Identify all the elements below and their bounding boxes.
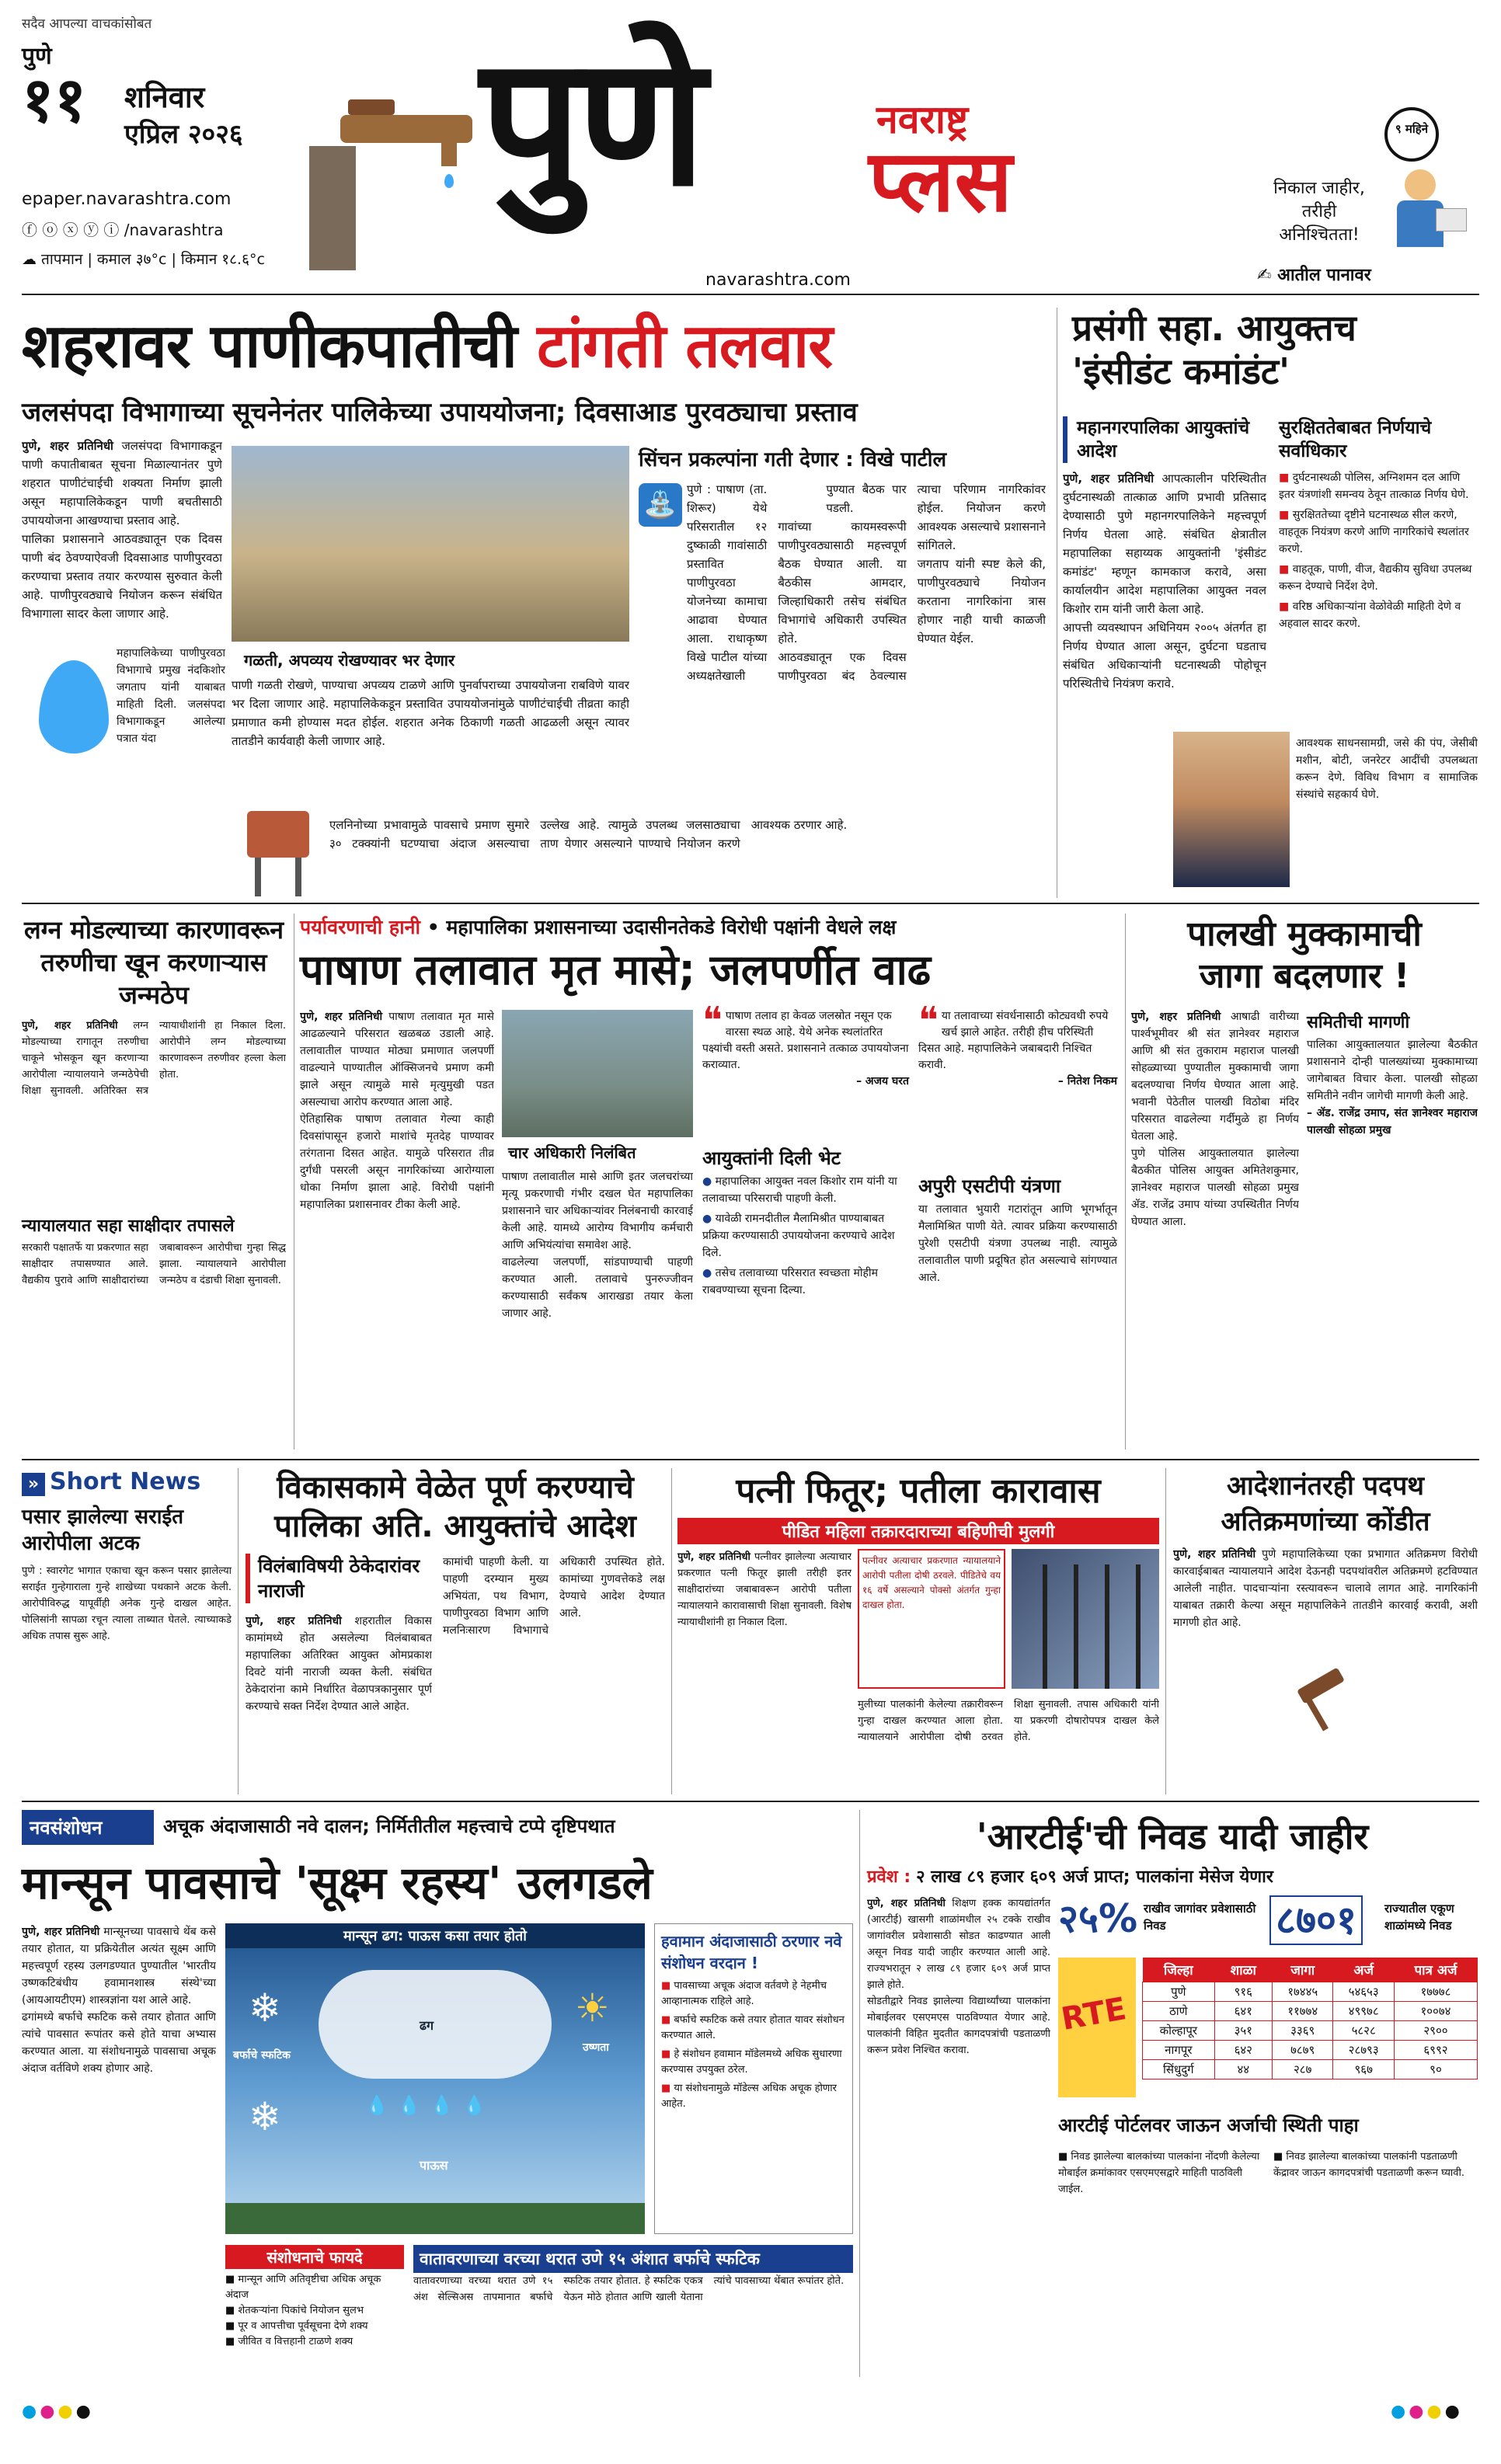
table-cell: ४९९७८ (1333, 2002, 1394, 2021)
rte-subhead (867, 1864, 1478, 1888)
table-cell: पुणे (1143, 1982, 1215, 2002)
masthead-rule (22, 294, 1479, 295)
env-quote-1-text: पाषाण तलाव हा केवळ जलस्रोत नसून एक वारसा स्थळ आहे. येथे अनेक स्थलांतरित पक्ष्यांची वस्ती असते. प्रशासनाने तत्काळ उपाययोजना कराव्यात. (702, 1010, 909, 1071)
sun-icon: ☀ (575, 1985, 610, 2031)
dev-body (246, 1613, 432, 1807)
rte-text-1: शिक्षण हक्क कायद्यांतर्गत (आरटीई) खासगी शाळांमधील २५ टक्के राखीव जागांवरील प्रवेशासाठी सोडत काढण्यात आली असून निवड यादी जाहीर करण्यात आली आहे. राज्यभरातून २ लाख ८९ हजार ६०९ अर्ज प्राप्त झाले होते. (867, 1898, 1050, 1991)
rte-table (1142, 1958, 1478, 2079)
date-weekday: शनिवार (124, 80, 205, 114)
short-news (22, 1468, 232, 1810)
rte-table-header (1143, 1958, 1478, 1982)
env-body (300, 1008, 494, 1451)
court-body (677, 1549, 851, 1805)
rte-table-header-cell: शाळा (1214, 1958, 1272, 1982)
lead-text-1: जलसंपदा विभागाकडून पाणी कपातीबाबत सूचना मिळाल्यानंतर पुणे शहरात पाणीटंचाईची शक्यता निर्माण झाली असून महापालिकेकडून पाणी बचतीसाठी उपाययोजना आखण्याचा प्रस्ताव आहे. (22, 439, 222, 527)
forecast-box-head: हवामान अंदाजासाठी ठरणार नवे संशोधन वरदान ! (661, 1932, 842, 1972)
diagram-label: पाऊस (420, 2158, 448, 2173)
rte-portal-item: ■ निवड झालेल्या बालकांच्या पालकांनी पडताळणी केंद्रावर जाऊन कागदपत्रांची पडताळणी करून घ्यावी. (1273, 2149, 1478, 2181)
env-quote-1 (702, 999, 909, 1088)
table-cell: ११७७४ (1272, 2002, 1332, 2021)
snowflake-icon: ❄ (249, 2094, 281, 2139)
cartoon-text (1257, 177, 1381, 247)
commissioner-text-3: आवश्यक साधनसामग्री, जसे की पंप, जेसीबी मशीन, बोटी, जनरेटर आदींची उपलब्धता करून देणे. विविध विभाग व सामाजिक संस्थांचे सहकार्य घेणे. (1296, 737, 1478, 801)
table-cell: ६४२ (1214, 2041, 1272, 2060)
section-rule (22, 1459, 1479, 1460)
cartoon-line-2: तरीही (1301, 202, 1337, 221)
table-cell: १७४४५ (1272, 1982, 1332, 2002)
lead-subhead: जलसंपदा विभागाच्या सूचनेनंतर पालिकेच्या उपाययोजना; दिवसाआड पुरवठ्याचा प्रस्ताव (22, 397, 858, 428)
cartoon-badge-icon: ९ महिने (1384, 107, 1439, 162)
diagram-label: उष्णता (583, 2041, 609, 2054)
table-row (1143, 2021, 1478, 2041)
registration-marks: ●●●● (1391, 2402, 1463, 2421)
rte-stats (1058, 1895, 1478, 1950)
quote-mark-icon: ❝ (702, 999, 723, 1042)
table-cell: ठाणे (1143, 2002, 1215, 2021)
research-headline: मान्सून पावसाचे 'सूक्ष्म रहस्य' उलगडले (22, 1857, 653, 1909)
research-dateline: पुणे, शहर प्रतिनिधी (22, 1926, 100, 1938)
env-text-1: पाषाण तलावात मृत मासे आढळल्याने परिसरात खळबळ उडाली आहे. तलावातील पाण्यात मोठ्या प्रमाणात जलपर्णी वाढल्याने पाण्यातील ऑक्सिजनचे प्रमाण कमी झाले असून त्यामुळे मासे मृत्युमुखी पडत असल्याचा आरोप करण्यात आला आहे. (300, 1011, 494, 1108)
dev-text-2: कामांची पाहणी केली. या पाहणी दरम्यान मुख्य अभियंता, पथ विभाग, पाणीपुरवठा विभाग आणि मलनिःसारण विभागाचे अधिकारी उपस्थित होते. कामांच्या गुणवत्तेकडे लक्ष देण्याचे आदेश देण्यात आले. (443, 1556, 665, 1637)
rte-portal-head: आरटीई पोर्टलवर जाऊन अर्जाची स्थिती पाहा (1058, 2114, 1359, 2136)
benefits-box (225, 2245, 404, 2377)
date-month: एप्रिल २०२६ (124, 119, 243, 150)
rte-body (867, 1895, 1050, 2377)
dev-subhead: विलंबाविषयी ठेकेदारांवर नाराजी (246, 1554, 432, 1603)
palkhi-dateline: पुणे, शहर प्रतिनिधी (1131, 1011, 1221, 1023)
commissioner-text-1: आपत्कालीन परिस्थितीत दुर्घटनास्थळी तात्काळ आणि प्रभावी प्रतिसाद देण्यासाठी पुणे महानगरपालिकेने महत्त्वपूर्ण निर्णय घेतला आहे. संबंधित क्षेत्रातील महापालिका सहाय्यक आयुक्तांनी 'इंसीडंट कमांडंट' म्हणून कामकाज करावे, असा कार्यालयीन आदेश महापालिका आयुक्त नवल किशोर राम यांनी जारी केला आहे. (1063, 472, 1266, 616)
commissioner-bullet: ■ दुर्घटनास्थळी पोलिस, अग्निशमन दल आणि इतर यंत्रणांशी समन्वय ठेवून तात्काळ निर्णय घेणे. (1279, 469, 1478, 503)
encroach-headline-2: अतिक्रमणांच्या कोंडीत (1221, 1506, 1430, 1537)
env-photo (502, 1010, 693, 1137)
col-divider (1165, 1468, 1166, 1794)
weather-label: तापमान (41, 251, 83, 268)
lead-headline-black: शहरावर पाणीकपातीची (22, 311, 517, 381)
env-text-4: वाढलेल्या जलपर्णी, सांडपाण्याची पाहणी करण्यात आली. तलावाचे पुनरुज्जीवन करण्यासाठी सर्वंकष आराखडा तयार केला जाणार आहे. (502, 1256, 693, 1320)
palkhi-headline (1131, 914, 1478, 997)
cloud-shape (319, 1970, 552, 2079)
table-row (1143, 2002, 1478, 2021)
lead-text-1b: पालिका प्रशासनाने आठवड्यातून एक दिवस पाणी बंद ठेवण्याऐवजी दिवसाआड पाणीपुरवठा करण्याचा प्रस्ताव तयार करण्यास सुरुवात केली आहे. पाणीपुरवठ्याचे नियोजन करून संबंधित विभागाला सादर केला जाणार आहे. (22, 532, 222, 621)
env-text-3: पाषाण तलावातील मासे आणि इतर जलचरांच्या मृत्यू प्रकरणाची गंभीर दखल घेत महापालिका प्रशासनाने चार अधिकाऱ्यांवर निलंबनाची कारवाई केली आहे. यामध्ये आरोग्य विभागीय कर्मचारी आणि अभियंत्यांचा समावेश आहे. (502, 1171, 693, 1251)
palkhi-side-text: पालिका आयुक्तालयात झालेल्या बैठकीत प्रशासनाने दोन्ही पालख्यांच्या मुक्कामाच्या जागेबाबत विचार केला. पालखी सोहळा समितीने नवीन जागेची मागणी केली आहे. (1307, 1039, 1478, 1102)
rte-stat-2-num: ८७०१ (1269, 1895, 1363, 1945)
quote-mark-icon: ❝ (918, 999, 939, 1042)
commissioner-dateline: पुणे, शहर प्रतिनिधी (1063, 472, 1154, 485)
commissioner-portrait (1173, 732, 1290, 887)
env-text-2: ऐतिहासिक पाषाण तलावात गेल्या काही दिवसांपासून हजारो माशांचे मृतदेह पाण्यावर तरंगताना दिसत आहेत. यामुळे परिसरात तीव्र दुर्गंधी पसरली असून नागरिकांच्या आरोग्याला धोका निर्माण झाला आहे. विरोधी पक्षांनी महापालिका प्रशासनावर टीका केली आहे. (300, 1113, 494, 1211)
diagram-label: बर्फाचे स्फटिक (233, 2049, 291, 2062)
short-news-head: पसार झालेल्या सराईत आरोपीला अटक (22, 1505, 184, 1555)
forecast-box-item: ■ हे संशोधन हवामान मॉडेलमध्ये अधिक सुधारणा करण्यास उपयुक्त ठरेल. (661, 2047, 846, 2078)
commissioner-bullet: ■ वरिष्ठ अधिकाऱ्यांना वेळोवेळी माहिती देणे व अहवाल सादर करणे. (1279, 598, 1478, 632)
encroach-headline-1: आदेशानंतरही पदपथ (1227, 1470, 1424, 1502)
env-stp-head: अपुरी एसटीपी यंत्रणा (918, 1175, 1061, 1197)
dev-dateline: पुणे, शहर प्रतिनिधी (246, 1615, 342, 1627)
lead-text-1c: महापालिकेच्या पाणीपुरवठा विभागाचे प्रमुख नंदकिशोर जगताप यांनी याबाबत माहिती दिली. जलसंपदा विभागाकडून आलेल्या पत्रात यंदा (117, 647, 225, 745)
registration-marks: ●●●● (22, 2402, 94, 2421)
commissioner-bullets (1279, 469, 1478, 632)
rain-drops: 💧💧💧💧 (365, 2094, 496, 2116)
crime-text-2: सरकारी पक्षातर्फे या प्रकरणात सहा साक्षीदार तपासण्यात आले. वैद्यकीय पुरावे आणि साक्षीदारांच्या जबाबावरून आरोपीचा गुन्हा सिद्ध झाला. न्यायालयाने आरोपीला जन्मठेप व दंडाची शिक्षा सुनावली. (22, 1242, 286, 1286)
table-row (1143, 2041, 1478, 2060)
masthead-title: पुणे (480, 19, 702, 226)
irrigation-story (639, 444, 1046, 809)
forecast-box-item: ■ या संशोधनामुळे मॉडेल्स अधिक अचूक होणार आहेत. (661, 2081, 846, 2112)
forecast-box (654, 1923, 853, 2234)
table-cell: १७७७८ (1394, 1982, 1477, 2002)
palkhi-body (1131, 1008, 1299, 1451)
diagram-label: ढग (420, 2018, 434, 2033)
dev-body2 (443, 1554, 665, 1807)
lead-body2 (232, 676, 629, 808)
cartoonist: ✍ आतील पानावर (1257, 266, 1371, 285)
table-cell: ९० (1394, 2060, 1477, 2079)
col-divider (859, 1810, 860, 2377)
date-day: ११ (22, 64, 87, 136)
rte-logo (1058, 1958, 1136, 2097)
table-cell: २९०० (1394, 2021, 1477, 2041)
commissioner-body3 (1296, 735, 1478, 890)
rte-stat-1-num: २५% (1058, 1896, 1138, 1941)
lead-dateline: पुणे, शहर प्रतिनिधी (22, 439, 113, 453)
env-visit-bullet: ● यावेळी रामनदीतील मैलामिश्रीत पाण्याबाबत प्रक्रिया करण्यासाठी उपाययोजना करण्याचे आदेश दिले. (702, 1210, 909, 1262)
commissioner-headline (1072, 306, 1476, 393)
lead-photo-caption: गळती, अपव्यय रोखण्यावर भर देणार (244, 651, 455, 670)
table-cell: ३५१ (1214, 2021, 1272, 2041)
table-cell: ७८७९ (1272, 2041, 1332, 2060)
short-news-body: पुणे : स्वारगेट भागात एकाचा खून करून पसार झालेल्या सराईत गुन्हेगाराला गुन्हे शाखेच्या पथकाने अटक केली. आरोपीविरुद्ध यापूर्वीही अनेक गुन्हे दाखल आहेत. पोलिसांनी सापळा रचून त्याला ताब्यात घेतले. त्याच्याकडे अधिक तपास सुरू आहे. (22, 1565, 232, 1642)
rte-sub-text: २ लाख ८९ हजार ६०९ अर्ज प्राप्त; पालकांना मेसेज येणार (916, 1867, 1273, 1887)
table-cell: ६४१ (1214, 2002, 1272, 2021)
env-kicker-tail: • महापालिका प्रशासनाच्या उदासीनतेकडे विरोधी पक्षांनी वेधले लक्ष (427, 916, 897, 938)
table-row (1143, 1982, 1478, 2002)
benefits-item: ■ शेतकऱ्यांना पिकांचे नियोजन सुलभ (225, 2303, 404, 2319)
env-quote-1-byline: – अजय घरत (856, 1075, 909, 1088)
court-photo (1012, 1549, 1159, 1689)
table-cell: सिंधुदुर्ग (1143, 2060, 1215, 2079)
lead-text-2: पाणी गळती रोखणे, पाण्याचा अपव्यय टाळणे आणि पुनर्वापराच्या उपाययोजना राबविणे यावर भर दिला जाणार आहे. महापालिकेकडून प्रस्तावित उपाययोजनांमुळे पाणीटंचाईची तीव्रता काही प्रमाणात कमी होण्यास मदत होईल. शहरात अनेक ठिकाणी गळती आढळली असून त्यावर तातडीने कार्यवाही केली जाणार आहे. (232, 678, 629, 748)
rte-table-header-cell: जिल्हा (1143, 1958, 1215, 1982)
ground-strip (225, 2203, 645, 2234)
court-headline: पत्नी फितूर; पतीला कारावास (736, 1471, 1101, 1511)
table-cell: २८७९३ (1333, 2041, 1394, 2060)
court-body2 (858, 1697, 1159, 1805)
env-quote-2-text: या तलावाच्या संवर्धनासाठी कोट्यवधी रुपये खर्च झाले आहेत. तरीही हीच परिस्थिती दिसत आहे. महापालिकेने जबाबदारी निश्चित करावी. (918, 1010, 1109, 1071)
table-cell: १००७४ (1394, 2002, 1477, 2021)
env-stp-body (918, 1201, 1117, 1434)
env-dateline: पुणे, शहर प्रतिनिधी (300, 1011, 383, 1023)
cartoon (1242, 107, 1479, 294)
lead-headline (22, 308, 1055, 385)
table-row (1143, 2060, 1478, 2079)
commissioner-text-2: आपत्ती व्यवस्थापन अधिनियम २००५ अंतर्गत हा निर्णय घेण्यात आला असून, दुर्घटना घडताच संबंधित अधिकाऱ्यांनी घटनास्थळी पोहोचून परिस्थितीचे नियंत्रण करावे. (1063, 621, 1266, 691)
rte-portal-items (1058, 2149, 1478, 2374)
palkhi-side-byline: – ॲड. राजेंद्र उमाप, संत ज्ञानेश्वर महाराज पालखी सोहळा प्रमुख (1307, 1107, 1478, 1136)
court-dateline: पुणे, शहर प्रतिनिधी (677, 1551, 750, 1563)
court-inset (858, 1549, 1005, 1689)
table-cell: ५८२८ (1333, 2021, 1394, 2041)
crime-dateline: पुणे, शहर प्रतिनिधी (22, 1020, 118, 1032)
lead-body3 (329, 816, 951, 901)
rte-table-header-cell: अर्ज (1333, 1958, 1394, 1982)
benefits-item: ■ मान्सून आणि अतिवृष्टीचा अधिक अचूक अंदाज (225, 2272, 404, 2303)
crime-text: लग्न मोडल्याच्या रागातून तरुणीचा चाकूने भोसकून खून करणाऱ्या आरोपीला न्यायालयाने जन्मठेपेची शिक्षा सुनावली. अतिरिक्त सत्र न्यायाधीशांनी हा निकाल दिला. आरोपीने लग्न मोडल्याच्या कारणावरून तरुणीवर हल्ला केला होता. (22, 1020, 286, 1097)
env-visit-bullets (702, 1173, 909, 1299)
rte-text-2: सोडतीद्वारे निवड झालेल्या विद्यार्थ्यांच्या पालकांना मोबाईलवर एसएमएस पाठविण्यात येणार आहे. पालकांनी विहित मुदतीत कागदपत्रांची पडताळणी करून प्रवेश निश्चित करावा. (867, 1996, 1050, 2056)
site-url[interactable]: navarashtra.com (705, 270, 851, 290)
crime-subhead: न्यायालयात सहा साक्षीदार तपासले (22, 1216, 235, 1236)
max-temp: कमाल ३७°c (96, 251, 167, 268)
cartoonist-icon: ✍ (1257, 266, 1278, 285)
env-quote-2 (918, 999, 1117, 1088)
edition-city: पुणे (22, 43, 52, 70)
diagram-title: मान्सून ढग: पाऊस कसा तयार होतो (225, 1923, 645, 1948)
lead-col1c (117, 645, 225, 800)
env-visit-bullet: ● तसेच तलावाच्या परिसरात स्वच्छता मोहीम राबवण्याच्या सूचना दिल्या. (702, 1265, 909, 1299)
dev-headline: विकासकामे वेळेत पूर्ण करण्याचे पालिका अति. आयुक्तांचे आदेश (274, 1470, 636, 1544)
irrigation-text-2: आठवड्यातून एक दिवस पाणीपुरवठा बंद ठेवल्यास त्याचा परिणाम नागरिकांवर होईल. नियोजन करणे आवश्यक असल्याचे प्रशासनाने सांगितले. (778, 482, 1046, 683)
palkhi-headline-1: पालखी मुक्कामाची (1187, 914, 1422, 954)
research-text-1: मान्सूनच्या पावसाचे थेंब कसे तयार होतात, या प्रक्रियेतील अत्यंत सूक्ष्म आणि महत्त्वपूर्ण रहस्य उलगडण्यात पुण्यातील 'भारतीय उष्णकटिबंधीय हवामानशास्त्र संस्थे'च्या (आयआयटीएम) शास्त्रज्ञांना यश आले आहे. (22, 1926, 216, 2006)
cartoon-line-1: निकाल जाहीर, (1273, 179, 1365, 198)
brand-plus: प्लस (869, 131, 1012, 231)
irrigation-text-1: पुणे : पाषाण (ता. शिरूर) येथे परिसरातील १२ दुष्काळी गावांसाठी प्रस्तावित पाणीपुरवठा योजनेच्या कामाचा आढावा घेण्यात आला. राधाकृष्ण विखे पाटील यांच्या अध्यक्षतेखाली पुण्यात बैठक पार पडली. (687, 482, 907, 683)
court-subhead: पीडित महिला तक्रारदाराच्या बहिणीची मुलगी (677, 1518, 1159, 1544)
commissioner-bullet: ■ वाहतूक, पाणी, वीज, वैद्यकीय सुविधा उपलब्ध करून देण्याचे निर्देश देणे. (1279, 561, 1478, 595)
irrigation-text-4: जगताप यांनी स्पष्ट केले की, पाणीपुरवठ्याचे नियोजन करताना नागरिकांना त्रास होणार नाही याची काळजी घेण्यात येईल. (917, 557, 1046, 646)
tagline: सदैव आपल्या वाचकांसोबत (22, 16, 152, 32)
epaper-link[interactable]: epaper.navarashtra.com (22, 190, 232, 209)
commissioner-headline-1: प्रसंगी सहा. आयुक्तच (1072, 307, 1356, 349)
commissioner-sub-left: महानगरपालिका आयुक्तांचे आदेश (1063, 416, 1257, 463)
palkhi-text-2: पुणे पोलिस आयुक्तालयात झालेल्या बैठकीत पोलिस आयुक्त अमितेशकुमार, ज्ञानेश्वर महाराज पालखी सोहळा प्रमुख ॲड. राजेंद्र उमाप यांच्या उपस्थितीत निर्णय घेण्यात आला. (1131, 1147, 1299, 1228)
encroach-text: पुणे महापालिकेच्या एका प्रभागात अतिक्रमण विरोधी कारवाईबाबत न्यायालयाने आदेश देऊनही पदपथांवरील अतिक्रमणे हटविण्यात आलेली नाहीत. पादचाऱ्यांना रस्त्यावरून चालावे लागत आहे. नागरिकांनी याबाबत तक्रारी केल्या असून महापालिकेने तातडीने कारवाई करावी, अशी मागणी होत आहे. (1173, 1548, 1478, 1629)
ice-body (413, 2273, 853, 2377)
col-divider (1125, 914, 1126, 1450)
commissioner-sub-right: सुरक्षिततेबाबत निर्णयाचे सर्वाधिकार (1279, 418, 1432, 461)
table-cell: ५४६५३ (1333, 1982, 1394, 2002)
env-kicker-label: पर्यावरणाची हानी (300, 916, 421, 938)
rte-table-header-cell: जागा (1272, 1958, 1332, 1982)
benefits-item: ■ पूर व आपत्तीचा पूर्वसूचना देणे शक्य (225, 2319, 404, 2334)
env-kicker (300, 914, 1116, 940)
crime-body (22, 1018, 286, 1204)
env-quote-2-byline: – नितेश निकम (1057, 1075, 1117, 1088)
court-inset-text: पत्नीवर अत्याचार प्रकरणात न्यायालयाने आरोपी पतीला दोषी ठरवले. पीडितेचे वय १६ वर्षे असल्याने पोक्सो अंतर्गत गुन्हा दाखल होता. (862, 1555, 1001, 1610)
weather-row: ☁ तापमान | कमाल ३७°c | किमान १८.६°c (22, 251, 265, 268)
col-divider (238, 1468, 239, 1794)
ice-head: वातावरणाच्या वरच्या थरात उणे १५ अंशात बर्फाचे स्फटिक (413, 2245, 853, 2273)
irrigation-text-3: गावांच्या कायमस्वरूपी पाणीपुरवठ्यासाठी महत्त्वपूर्ण बैठक घेण्यात आली. या बैठकीस आमदार, जिल्हाधिकारी तसेच संबंधित विभागांचे अधिकारी उपस्थित होते. (778, 520, 907, 646)
rte-stat-2-label: राज्यातील एकूण शाळांमध्ये निवड (1384, 1902, 1454, 1933)
research-label: नवसंशोधन (22, 1810, 154, 1845)
rte-logo-text: RTE (1058, 1991, 1129, 2038)
forecast-box-item: ■ बर्फाचे स्फटिक कसे तयार होतात यावर संशोधन करण्यात आले. (661, 2013, 846, 2044)
short-news-label: » Short News (22, 1468, 232, 1496)
encroach-body (1173, 1546, 1478, 1779)
monsoon-diagram (225, 1923, 645, 2234)
gavel-icon (1290, 1670, 1352, 1732)
table-cell: ९६७ (1333, 2060, 1394, 2079)
min-temp: किमान १८.६°c (180, 251, 265, 268)
social-handle[interactable]: /navarashtra (124, 221, 224, 239)
crime-body2 (22, 1240, 286, 1434)
crime-headline: लग्न मोडल्याच्या कारणावरून तरुणीचा खून करणाऱ्यास जन्मठेप (23, 915, 284, 1010)
benefits-head: संशोधनाचे फायदे (225, 2245, 404, 2269)
rte-headline: 'आरटीई'ची निवड यादी जाहीर (976, 1815, 1369, 1857)
research-body (22, 1923, 216, 2374)
lead-photo (232, 446, 629, 642)
env-stp-text: या तलावात भुयारी गटारांतून आणि भूगर्भातून मैलामिश्रित पाणी येते. त्यावर प्रक्रिया करण्यासाठी पुरेशी एसटीपी यंत्रणा उपलब्ध नाही. त्यामुळे तलावातील पाणी प्रदूषित होत असल्याचे सांगण्यात आले. (918, 1203, 1117, 1284)
court-text-1: पत्नीवर झालेल्या अत्याचार प्रकरणात पत्नी फितूर झाली तरीही इतर साक्षीदारांच्या जबाबावरून आरोपी पतीला न्यायालयाने कारावासाची शिक्षा सुनावली. विशेष न्यायाधीशांनी हा निकाल दिला. (677, 1551, 851, 1628)
env-body3 (502, 1168, 693, 1448)
table-cell: कोल्हापूर (1143, 2021, 1215, 2041)
table-cell: ६९९२ (1394, 2041, 1477, 2060)
social-row (22, 218, 223, 240)
section-rule (22, 1801, 1479, 1802)
forecast-box-item: ■ पावसाच्या अचूक अंदाज वर्तवणे हे नेहमीच आव्हानात्मक राहिले आहे. (661, 1979, 846, 2010)
env-photo-caption: चार अधिकारी निलंबित (508, 1143, 636, 1162)
table-cell: ९१६ (1214, 1982, 1272, 2002)
masthead (22, 14, 1479, 294)
irrigation-body (639, 480, 1046, 806)
env-visit-head: आयुक्तांनी दिली भेट (702, 1147, 841, 1169)
palkhi-headline-2: जागा बदलणार ! (1199, 956, 1410, 996)
table-cell: ३३६९ (1272, 2021, 1332, 2041)
dev-text-1: शहरातील विकास कामांमध्ये होत असलेल्या विलंबाबाबत महापालिका अतिरिक्त आयुक्त ओमप्रकाश दिवटे यांनी नाराजी व्यक्त केली. संबंधित ठेकेदारांना कामे निर्धारित वेळापत्रकानुसार पूर्ण करण्याचे सक्त निर्देश देण्यात आले आहेत. (246, 1615, 432, 1713)
weather-icon: ☁ (22, 251, 37, 268)
commissioner-bullet: ■ सुरक्षिततेच्या दृष्टीने घटनास्थळ सील करणे, वाहतूक नियंत्रण करणे आणि नागरिकांचे स्थलांतर करणे. (1279, 506, 1478, 558)
col-divider (671, 1468, 672, 1794)
rte-portal-item: ■ निवड झालेल्या बालकांच्या पालकांना नोंदणी केलेल्या मोबाईल क्रमांकावर एसएमएसद्वारे माहिती पाठविली जाईल. (1058, 2149, 1262, 2198)
palkhi-side-body (1307, 1036, 1478, 1448)
lead-headline-red: टांगती तलवार (537, 311, 833, 381)
water-tank-illustration (232, 811, 325, 896)
ice-text: वातावरणाच्या वरच्या थरात उणे १५ अंश सेल्सिअस तापमानात बर्फाचे स्फटिक तयार होतात. हे स्फटिक एकत्र येऊन मोठे होतात आणि खाली येताना त्यांचे पावसाच्या थेंबात रूपांतर होते. (413, 2275, 845, 2303)
irrigation-icon: ⛲ (639, 483, 682, 527)
cartoon-line-3: अनिश्चितता! (1279, 225, 1360, 245)
benefits-item: ■ जीवित व वित्तहानी टाळणे शक्य (225, 2334, 404, 2350)
lead-text-3: एलनिनोच्या प्रभावामुळे पावसाचे प्रमाण सुमारे ३० टक्क्यांनी घटण्याचा अंदाज असल्याचा उल्लेख आहे. त्यामुळे उपलब्ध जलसाठ्याचा ताण येणार असल्याने पाण्याचे नियोजन करणे आवश्यक ठरणार आहे. (329, 818, 848, 851)
court-text-2: मुलीच्या पालकांनी केलेल्या तक्रारीवरून गुन्हा दाखल करण्यात आला होता. न्यायालयाने आरोपीला दोषी ठरवत शिक्षा सुनावली. तपास अधिकारी यांनी या प्रकरणी दोषारोपपत्र दाखल केले होते. (858, 1699, 1159, 1743)
short-news-icon: » (22, 1473, 45, 1496)
table-cell: ४४ (1214, 2060, 1272, 2079)
encroach-headline (1173, 1468, 1478, 1540)
palkhi-side-head: समितीची मागणी (1307, 1013, 1410, 1032)
rte-table-header-cell: पात्र अर्ज (1394, 1958, 1477, 1982)
water-drop-illustration (31, 653, 117, 769)
env-headline: पाषाण तलावात मृत मासे; जलपर्णीत वाढ (300, 945, 932, 994)
commissioner-headline-2: 'इंसीडंट कमांडंट' (1072, 350, 1290, 392)
table-cell: नागपूर (1143, 2041, 1215, 2060)
snowflake-icon: ❄ (249, 1985, 281, 2031)
research-text-2: ढगांमध्ये बर्फाचे स्फटिक कसे तयार होतात आणि त्यांचे पावसात रूपांतर कसे होते याचा अभ्यास करण्यात आला. या संशोधनामुळे पावसाचा अचूक अंदाज वर्तविणे शक्य होणार आहे. (22, 2011, 216, 2075)
rte-sub-label: प्रवेश : (867, 1867, 911, 1887)
encroach-dateline: पुणे, शहर प्रतिनिधी (1173, 1548, 1256, 1561)
rte-stat-1-label: राखीव जागांवर प्रवेशासाठी निवड (1144, 1902, 1256, 1933)
section-rule (22, 903, 1479, 904)
rte-dateline: पुणे, शहर प्रतिनिधी (867, 1898, 946, 1909)
palkhi-text-1: आषाढी वारीच्या पार्श्वभूमीवर श्री संत ज्ञानेश्वर महाराज आणि श्री संत तुकाराम महाराज पालखी सोहळ्याच्या पुण्यातील मुक्कामाची जागा बदलण्याचा निर्णय घेण्यात आला आहे. भवानी पेठेतील पालखी विठोबा मंदिर परिसरात वाढलेल्या गर्दीमुळे हा निर्णय घेतला आहे. (1131, 1011, 1299, 1143)
research-kicker: अचूक अंदाजासाठी नवे दालन; निर्मितीतील महत्त्वाचे टप्पे दृष्टिपथात (163, 1815, 615, 1837)
brand-navarashtra: नवराष्ट्र (876, 97, 969, 142)
env-visit-bullet: ● महापालिका आयुक्त नवल किशोर राम यांनी या तलावाच्या परिसराची पाहणी केली. (702, 1173, 909, 1207)
cartoon-drawing (1389, 169, 1475, 255)
social-icons: ⓕ ⓞ ⓧ ⓨ ⓘ (22, 221, 124, 239)
irrigation-headline: सिंचन प्रकल्पांना गती देणार : विखे पाटील (639, 448, 947, 472)
tap-illustration (309, 84, 488, 270)
table-cell: २८७ (1272, 2060, 1332, 2079)
